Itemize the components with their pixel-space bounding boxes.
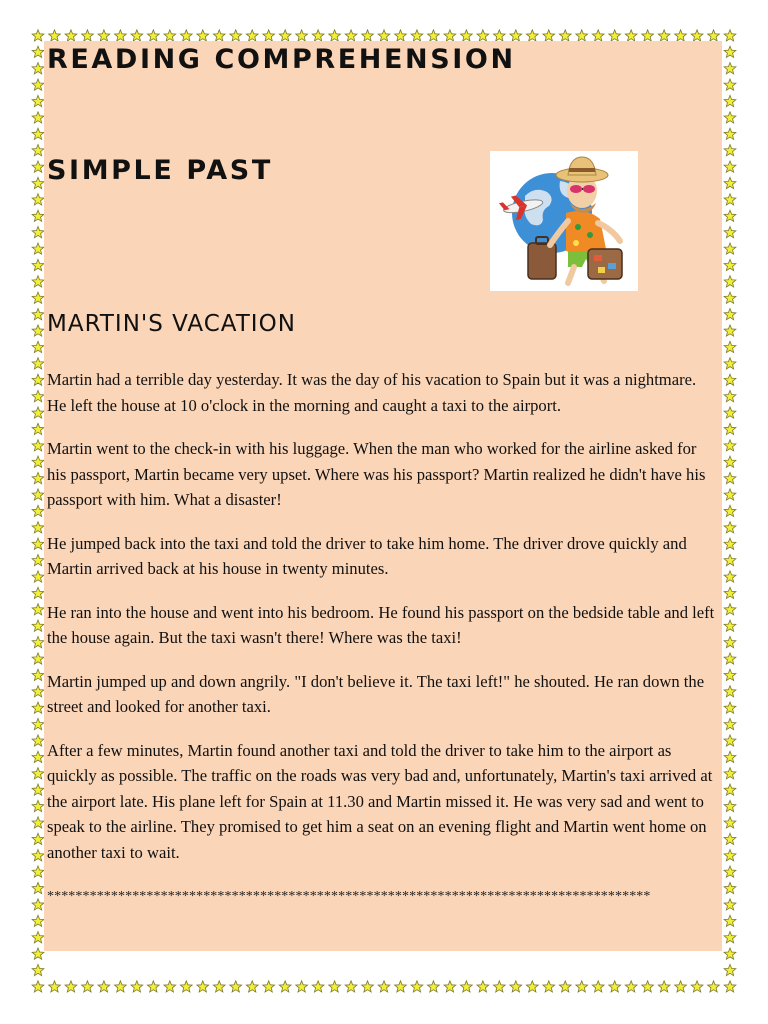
border-star-icon: [724, 850, 736, 861]
border-star-icon: [576, 30, 588, 41]
border-star-icon: [32, 112, 44, 123]
border-star-icon: [526, 30, 538, 41]
border-star-icon: [658, 30, 670, 41]
border-star-icon: [642, 30, 654, 41]
border-star-icon: [724, 522, 736, 533]
border-star-icon: [724, 423, 736, 434]
border-star-icon: [724, 866, 736, 877]
border-star-icon: [246, 30, 258, 41]
border-star-icon: [724, 768, 736, 779]
border-star-icon: [609, 30, 621, 41]
border-star-icon: [180, 981, 192, 992]
border-star-icon: [724, 292, 736, 303]
border-star-icon: [395, 30, 407, 41]
border-star-icon: [32, 932, 44, 943]
border-star-icon: [32, 620, 44, 631]
border-star-icon: [691, 30, 703, 41]
border-star-icon: [724, 833, 736, 844]
border-star-icon: [329, 981, 341, 992]
border-star-icon: [724, 948, 736, 959]
border-star-icon: [724, 227, 736, 238]
border-star-icon: [493, 30, 505, 41]
border-star-icon: [724, 374, 736, 385]
border-star-icon: [724, 735, 736, 746]
border-star-icon: [32, 604, 44, 615]
border-star-icon: [724, 899, 736, 910]
border-star-icon: [32, 882, 44, 893]
border-star-icon: [724, 210, 736, 221]
border-star-icon: [131, 981, 143, 992]
border-star-icon: [378, 981, 390, 992]
border-star-icon: [625, 30, 637, 41]
border-star-icon: [609, 981, 621, 992]
border-star-icon: [32, 981, 44, 992]
border-star-icon: [32, 473, 44, 484]
border-star-icon: [32, 669, 44, 680]
border-star-icon: [98, 981, 110, 992]
border-star-icon: [32, 735, 44, 746]
border-star-icon: [65, 981, 77, 992]
border-star-icon: [32, 79, 44, 90]
border-star-icon: [197, 30, 209, 41]
border-star-icon: [164, 30, 176, 41]
border-star-icon: [642, 981, 654, 992]
border-star-icon: [164, 981, 176, 992]
border-star-icon: [444, 981, 456, 992]
border-star-icon: [724, 177, 736, 188]
border-star-icon: [724, 309, 736, 320]
border-star-icon: [32, 374, 44, 385]
border-star-icon: [724, 489, 736, 500]
border-star-icon: [724, 46, 736, 57]
border-star-icon: [510, 30, 522, 41]
border-star-icon: [32, 554, 44, 565]
border-star-icon: [428, 981, 440, 992]
border-star-icon: [32, 161, 44, 172]
border-star-icon: [32, 800, 44, 811]
border-star-icon: [32, 63, 44, 74]
border-star-icon: [724, 636, 736, 647]
border-star-icon: [576, 981, 588, 992]
border-star-icon: [49, 981, 61, 992]
border-star-icon: [675, 981, 687, 992]
border-star-icon: [724, 817, 736, 828]
border-star-icon: [345, 981, 357, 992]
border-star-icon: [32, 702, 44, 713]
border-star-icon: [312, 981, 324, 992]
border-star-icon: [592, 981, 604, 992]
border-star-icon: [32, 259, 44, 270]
border-star-icon: [724, 653, 736, 664]
border-star-icon: [724, 571, 736, 582]
border-star-icon: [724, 587, 736, 598]
border-star-icon: [32, 276, 44, 287]
border-star-icon: [724, 194, 736, 205]
border-star-icon: [32, 309, 44, 320]
border-star-icon: [724, 718, 736, 729]
border-star-icon: [114, 30, 126, 41]
border-star-icon: [32, 194, 44, 205]
border-star-icon: [724, 30, 736, 41]
border-star-icon: [32, 391, 44, 402]
paragraph: He ran into the house and went into his bedroom. He found his passport on the bedside table and left the house again. But the taxi wasn't there! Where was the taxi!: [47, 602, 715, 647]
story-title: MARTIN'S VACATION: [47, 311, 296, 337]
border-star-icon: [444, 30, 456, 41]
border-star-icon: [32, 145, 44, 156]
border-star-icon: [675, 30, 687, 41]
border-star-icon: [32, 538, 44, 549]
border-star-icon: [724, 473, 736, 484]
border-star-icon: [724, 128, 736, 139]
border-star-icon: [279, 981, 291, 992]
border-star-icon: [724, 243, 736, 254]
border-star-icon: [32, 177, 44, 188]
paragraph: Martin went to the check-in with his luggage. When the man who worked for the airline asked for his passport, Martin became very upset. Where was his passport? Martin realized he didn't have his passport with him. What a disaster!: [47, 439, 706, 509]
border-star-icon: [724, 505, 736, 516]
border-star-icon: [32, 768, 44, 779]
border-star-icon: [493, 981, 505, 992]
border-star-icon: [147, 981, 159, 992]
border-star-icon: [362, 30, 374, 41]
border-star-icon: [724, 751, 736, 762]
border-star-icon: [724, 702, 736, 713]
border-star-icon: [230, 981, 242, 992]
paragraph: Martin jumped up and down angrily. "I don't believe it. The taxi left!" he shouted. He ran down the street and looked for another taxi.: [47, 671, 705, 716]
border-star-icon: [411, 981, 423, 992]
border-star-icon: [32, 636, 44, 647]
border-star-icon: [724, 358, 736, 369]
border-star-icon: [345, 30, 357, 41]
border-star-icon: [114, 981, 126, 992]
border-star-icon: [32, 407, 44, 418]
border-star-icon: [477, 981, 489, 992]
border-star-icon: [32, 423, 44, 434]
border-star-icon: [32, 440, 44, 451]
border-star-icon: [708, 981, 720, 992]
border-star-icon: [32, 964, 44, 975]
border-star-icon: [724, 915, 736, 926]
border-star-icon: [724, 538, 736, 549]
border-star-icon: [32, 915, 44, 926]
border-star-icon: [263, 981, 275, 992]
border-star-icon: [32, 571, 44, 582]
border-star-icon: [724, 882, 736, 893]
paragraph: After a few minutes, Martin found another taxi and told the driver to take him to the airport as quickly as possible. The traffic on the roads was very bad and, unfortunately, Martin's taxi arrived at the airport late. His plane left for Spain at 11.30 and Martin missed it. He was very sad and went to speak to the airline. They promised to get him a seat on an evening flight and Martin went home on another taxi to wait.: [47, 740, 713, 862]
border-star-icon: [32, 653, 44, 664]
border-star-icon: [724, 145, 736, 156]
border-star-icon: [82, 981, 94, 992]
border-star-icon: [32, 95, 44, 106]
border-star-icon: [724, 440, 736, 451]
paragraph: Martin had a terrible day yesterday. It was the day of his vacation to Spain but it was a nightmare. He left the house at 10 o'clock in the morning and caught a taxi to the airport.: [47, 370, 697, 415]
border-star-icon: [724, 932, 736, 943]
border-star-icon: [724, 784, 736, 795]
border-star-icon: [32, 686, 44, 697]
border-star-icon: [724, 686, 736, 697]
border-star-icon: [724, 391, 736, 402]
border-star-icon: [724, 161, 736, 172]
border-star-icon: [32, 227, 44, 238]
page-subtitle: SIMPLE PAST: [47, 155, 273, 186]
border-star-icon: [362, 981, 374, 992]
border-star-icon: [592, 30, 604, 41]
border-star-icon: [32, 522, 44, 533]
border-star-icon: [246, 981, 258, 992]
border-star-icon: [82, 30, 94, 41]
border-star-icon: [329, 30, 341, 41]
border-star-icon: [724, 341, 736, 352]
border-star-icon: [32, 456, 44, 467]
border-star-icon: [32, 587, 44, 598]
border-star-icon: [724, 800, 736, 811]
border-star-icon: [625, 981, 637, 992]
border-star-icon: [32, 817, 44, 828]
border-star-icon: [411, 30, 423, 41]
border-star-icon: [32, 850, 44, 861]
border-star-icon: [32, 505, 44, 516]
border-star-icon: [32, 866, 44, 877]
border-star-icon: [32, 341, 44, 352]
border-star-icon: [32, 243, 44, 254]
border-star-icon: [32, 833, 44, 844]
border-star-icon: [32, 128, 44, 139]
traveler-with-luggage-icon: [490, 151, 638, 291]
border-star-icon: [724, 669, 736, 680]
border-star-icon: [263, 30, 275, 41]
border-star-icon: [724, 604, 736, 615]
asterisk-divider: *************************************************************************************: [47, 889, 651, 904]
border-star-icon: [32, 751, 44, 762]
border-star-icon: [724, 63, 736, 74]
border-star-icon: [213, 981, 225, 992]
border-star-icon: [32, 948, 44, 959]
border-star-icon: [543, 30, 555, 41]
border-star-icon: [477, 30, 489, 41]
border-star-icon: [724, 554, 736, 565]
border-star-icon: [724, 456, 736, 467]
border-star-icon: [724, 276, 736, 287]
border-star-icon: [724, 981, 736, 992]
border-star-icon: [49, 30, 61, 41]
border-star-icon: [32, 358, 44, 369]
border-star-icon: [658, 981, 670, 992]
border-star-icon: [724, 964, 736, 975]
border-star-icon: [131, 30, 143, 41]
border-star-icon: [724, 259, 736, 270]
border-star-icon: [230, 30, 242, 41]
border-star-icon: [213, 30, 225, 41]
paragraph: He jumped back into the taxi and told the driver to take him home. The driver drove quickly and Martin arrived back at his house in twenty minutes.: [47, 533, 687, 578]
border-star-icon: [32, 325, 44, 336]
border-star-icon: [279, 30, 291, 41]
border-star-icon: [724, 325, 736, 336]
border-star-icon: [724, 112, 736, 123]
border-star-icon: [312, 30, 324, 41]
border-star-icon: [708, 30, 720, 41]
border-star-icon: [32, 489, 44, 500]
border-star-icon: [32, 210, 44, 221]
border-star-icon: [724, 79, 736, 90]
border-star-icon: [32, 718, 44, 729]
page-title: READING COMPREHENSION: [47, 44, 516, 75]
border-star-icon: [32, 46, 44, 57]
border-star-icon: [691, 981, 703, 992]
border-star-icon: [32, 784, 44, 795]
border-star-icon: [543, 981, 555, 992]
border-star-icon: [510, 981, 522, 992]
border-star-icon: [296, 30, 308, 41]
border-star-icon: [180, 30, 192, 41]
border-star-icon: [32, 292, 44, 303]
story-text: [47, 367, 719, 883]
border-star-icon: [197, 981, 209, 992]
border-star-icon: [98, 30, 110, 41]
border-star-icon: [378, 30, 390, 41]
border-star-icon: [32, 899, 44, 910]
border-star-icon: [428, 30, 440, 41]
border-star-icon: [65, 30, 77, 41]
border-star-icon: [395, 981, 407, 992]
border-star-icon: [460, 981, 472, 992]
border-star-icon: [559, 30, 571, 41]
border-star-icon: [296, 981, 308, 992]
border-star-icon: [32, 30, 44, 41]
border-star-icon: [559, 981, 571, 992]
border-star-icon: [147, 30, 159, 41]
border-star-icon: [724, 95, 736, 106]
border-star-icon: [460, 30, 472, 41]
border-star-icon: [724, 407, 736, 418]
border-star-icon: [724, 620, 736, 631]
border-star-icon: [526, 981, 538, 992]
